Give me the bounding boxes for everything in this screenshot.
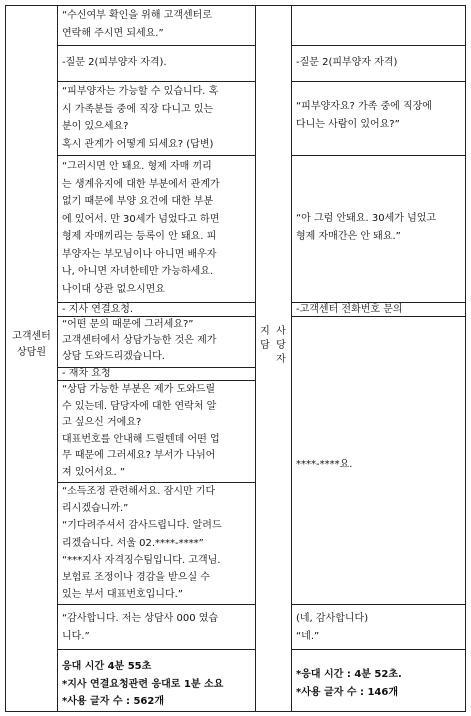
cell-line: 있는 부서 대표번호입니다.” <box>62 589 183 601</box>
cell-line: 나이대 상관 없으시면요 <box>62 283 165 295</box>
cell-line: “기다려주셔서 감사드립니다. 알려드 <box>62 520 222 532</box>
speaker-label-line: 고객센터 <box>12 331 51 342</box>
agent-summary-cell <box>58 657 255 711</box>
cell-line: 나, 아니면 자녀한테만 가능하세요. <box>62 266 214 277</box>
row-divider <box>57 155 255 156</box>
cell-line: 연락해 주시면 되세요.” <box>62 27 164 39</box>
table-border-right <box>465 5 466 712</box>
summary-line: *응대 시간 : 4분 52초. <box>296 669 402 680</box>
cell-line: 리시겠습니까.” <box>62 503 129 515</box>
cell-line: “피부양자는 가능할 수 있습니다. 혹 <box>62 86 219 97</box>
cell-line: 형제 자매간은 안 돼요.” <box>296 230 401 242</box>
summary-line: *지사 연결요청관련 응대로 1분 소요 <box>62 678 224 690</box>
summary-line: *사용 글자 수 : 146개 <box>296 686 398 698</box>
agent-cell-4 <box>58 157 255 302</box>
branch-cell-5 <box>292 303 465 316</box>
cell-line: 분이 있으세요? <box>62 121 129 132</box>
cell-line: 혹시 관계가 어떻게 되세요? (답변) <box>62 138 214 150</box>
row-divider <box>291 45 465 46</box>
row-divider <box>57 45 255 46</box>
cell-line: “상담 가능한 부분은 제가 도와드릴 <box>62 384 216 395</box>
cell-line: 고 싶으신 거에요? <box>62 417 142 428</box>
cell-line: 무 때문에 그러세요? 부서가 나뉘어 <box>62 450 216 461</box>
branch-cell-10 <box>292 609 465 649</box>
cell-line: 는 생계유지에 대한 부분에서 관계가 <box>62 178 220 190</box>
row-divider <box>291 604 465 605</box>
agent-cell-1 <box>58 6 255 45</box>
cell-line: 보험료 조정이나 경감을 받으실 수 <box>62 572 210 584</box>
speaker-label-branch-col2 <box>275 325 287 367</box>
cell-line: 니다.” <box>62 630 90 642</box>
cell-line: “수신여부 확인을 위해 고객센터로 <box>62 10 212 21</box>
agent-cell-3 <box>58 82 255 155</box>
row-divider <box>291 155 465 156</box>
cell-line: 수 있는데. 담당자에 대한 연락처 알 <box>62 400 217 412</box>
cell-line: (네, 감사합니다) <box>296 613 369 624</box>
cell-line: 리겠습니다. 서울 02.****-****” <box>62 537 204 549</box>
cell-line: - 재차 요청 <box>62 368 111 379</box>
speaker-label-char: 사 <box>276 326 286 337</box>
cell-line: 에 있어서. 만 30세가 넘었다고 하면 <box>62 213 220 225</box>
cell-line: “네.” <box>296 630 320 642</box>
cell-line: “아 그럼 안돼요. 30세가 넘었고 <box>296 213 437 224</box>
branch-cell-2 <box>292 53 465 81</box>
cell-line: 져 있어서요. ” <box>62 466 126 478</box>
cell-line: 고객센터에서 상담가능한 것은 제가 <box>62 335 217 346</box>
cell-line <box>62 101 251 119</box>
cell-line: 없기 때문에 부양 요건에 대한 부분 <box>62 196 214 207</box>
agent-cell-9 <box>58 483 255 604</box>
cell-line: “그러시면 안 돼요. 형제 자매 끼리 <box>62 161 212 172</box>
agent-cell-10 <box>58 609 255 649</box>
branch-cell-3 <box>292 97 465 155</box>
cell-line: ****-****요. <box>296 459 353 470</box>
summary-line: *사용 글자 수 : 562개 <box>62 696 164 707</box>
cell-line: -질문 2(피부양자 자격). <box>62 57 167 68</box>
cell-line: “어떤 문의 때문에 그러세요?” <box>62 319 194 330</box>
row-divider <box>291 649 465 650</box>
agent-cell-8 <box>58 381 255 482</box>
column-divider-2 <box>255 5 256 712</box>
speaker-label-branch-col1 <box>259 325 271 353</box>
summary-line: 응대 시간 4분 55초 <box>62 661 152 672</box>
speaker-label-char: 담 <box>260 340 270 351</box>
cell-line: 대표번호를 안내해 드릴텐데 어떤 업 <box>62 433 220 445</box>
cell-line: 부양자는 부모님이나 아니면 배우자 <box>62 248 217 260</box>
cell-line: “감사합니다. 저는 상담사 000 였습 <box>62 613 219 624</box>
cell-line: -고객센터 전화번호 문의 <box>296 304 403 315</box>
row-divider <box>57 649 255 650</box>
dialogue-comparison-table <box>5 5 466 712</box>
cell-line: 형제 자매끼리는 등록이 안 돼요. 피 <box>62 231 217 242</box>
speaker-label-char: 지 <box>260 326 270 337</box>
row-divider <box>291 316 465 317</box>
speaker-label-char: 자 <box>276 354 286 365</box>
cell-line: “소득조정 관련해서요. 잠시만 기다 <box>62 486 216 497</box>
row-divider <box>57 604 255 605</box>
agent-cell-6 <box>58 317 255 367</box>
row-divider <box>291 81 465 82</box>
branch-cell-8 <box>292 455 465 475</box>
speaker-label-char: 당 <box>276 340 286 351</box>
branch-cell-4 <box>292 209 465 259</box>
table-border-bottom <box>5 711 466 712</box>
cell-line: “***지사 자격징수팀입니다. 고객님. <box>62 554 221 566</box>
cell-line: 상담 도와드리겠습니다. <box>62 351 165 362</box>
cell-line: 다니는 사람이 있어요?” <box>296 118 400 130</box>
branch-summary-cell <box>292 665 465 711</box>
cell-line: -질문 2(피부양자 자격) <box>296 57 398 68</box>
agent-cell-5 <box>58 303 255 316</box>
cell-line: “피부양자요? 가족 중에 직장에 <box>296 101 432 112</box>
agent-cell-7 <box>58 368 255 380</box>
agent-cell-2 <box>58 53 255 81</box>
speaker-label-agent <box>6 329 57 361</box>
speaker-label-line: 상담원 <box>17 347 46 358</box>
cell-line-text: 시 가족분들 중에 직장 다니고 있는 <box>62 103 214 115</box>
cell-line: - 지사 연결요청. <box>62 304 134 315</box>
